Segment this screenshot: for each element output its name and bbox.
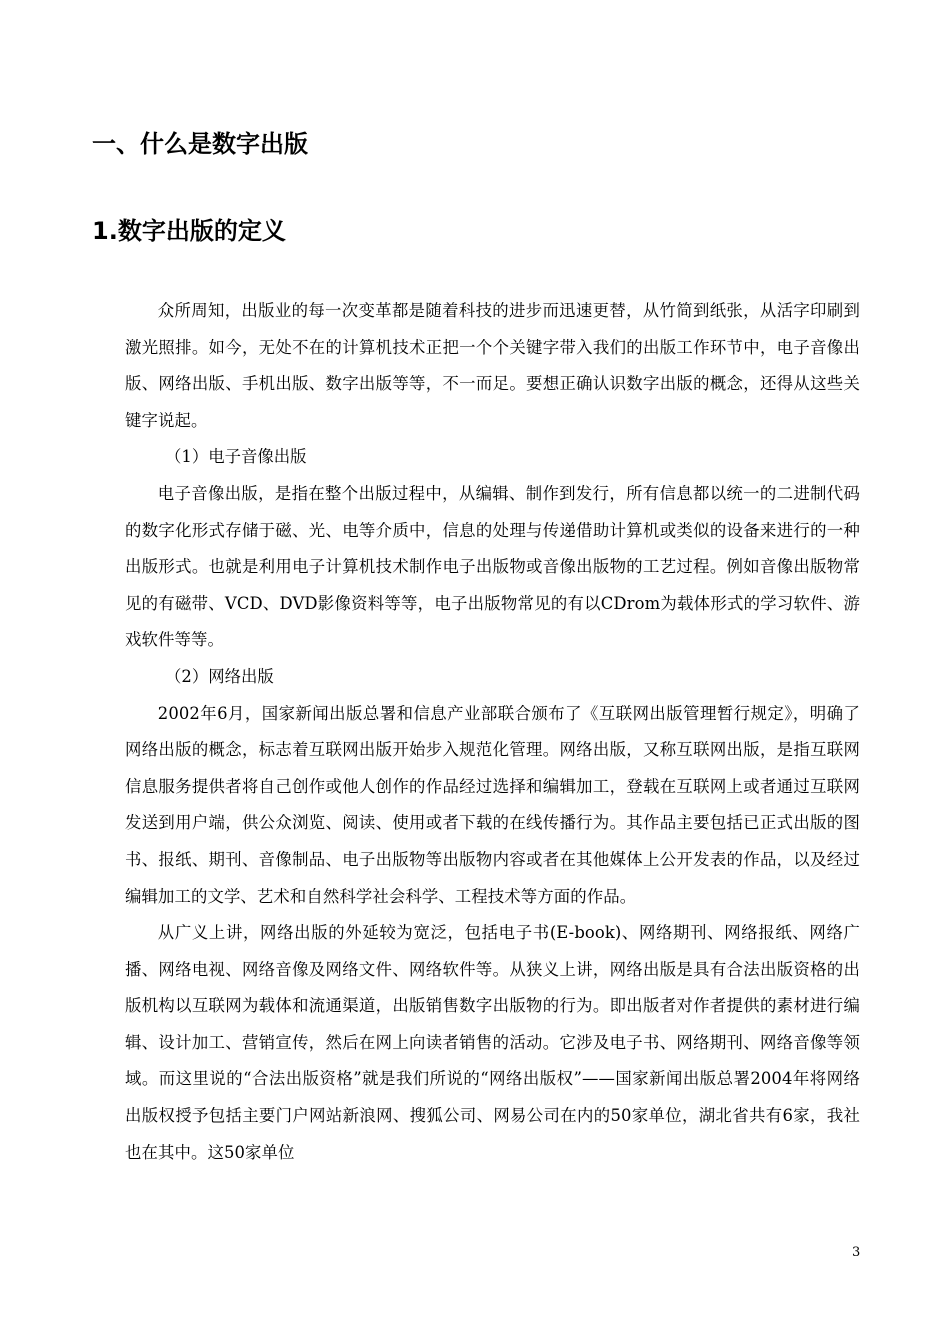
paragraph-electronic-av: 电子音像出版，是指在整个出版过程中，从编辑、制作到发行，所有信息都以统一的二进制代码的数字化形式存储于磁、光、电等介质中，信息的处理与传递借助计算机或类似的设备来进行的一种出版形式。也就是利用电子计算机技术制作电子出版物或音像出版物的工艺过程。例如音像出版物常见的有磁带、VCD、DVD影像资料等等，电子出版物常见的有以CDrom为载体形式的学习软件、游戏软件等等。	[125, 483, 860, 650]
subheading-online-publishing: （2）网络出版	[165, 666, 274, 686]
page-number: 3	[852, 1245, 861, 1260]
body-text	[125, 293, 860, 1171]
subheading-electronic-av: （1）电子音像出版	[165, 447, 307, 467]
paragraph-intro: 众所周知，出版业的每一次变革都是随着科技的进步而迅速更替，从竹简到纸张，从活字印刷到激光照排。如今，无处不在的计算机技术正把一个个关键字带入我们的出版工作环节中，电子音像出版、网络出版、手机出版、数字出版等等，不一而足。要想正确认识数字出版的概念，还得从这些关键字说起。	[125, 301, 860, 430]
section-heading: 1.数字出版的定义	[92, 217, 286, 245]
chapter-heading: 一、什么是数字出版	[92, 130, 308, 158]
paragraph-online-publishing-scope: 从广义上讲，网络出版的外延较为宽泛，包括电子书(E-book)、网络期刊、网络报纸、网络广播、网络电视、网络音像及网络文件、网络软件等。从狭义上讲，网络出版是具有合法出版资格的出版机构以互联网为载体和流通渠道，出版销售数字出版物的行为。即出版者对作者提供的素材进行编辑、设计加工、营销宣传，然后在网上向读者销售的活动。它涉及电子书、网络期刊、网络音像等领域。而这里说的“合法出版资格”就是我们所说的“网络出版权”——国家新闻出版总署2004年将网络出版权授予包括主要门户网站新浪网、搜狐公司、网易公司在内的50家单位，湖北省共有6家，我社也在其中。这50家单位	[125, 923, 860, 1162]
paragraph-online-publishing-definition: 2002年6月，国家新闻出版总署和信息产业部联合颁布了《互联网出版管理暂行规定》，明确了网络出版的概念，标志着互联网出版开始步入规范化管理。网络出版，又称互联网出版，是指互联网信息服务提供者将自己创作或他人创作的作品经过选择和编辑加工，登载在互联网上或者通过互联网发送到用户端，供公众浏览、阅读、使用或者下载的在线传播行为。其作品主要包括已正式出版的图书、报纸、期刊、音像制品、电子出版物等出版物内容或者在其他媒体上公开发表的作品，以及经过编辑加工的文学、艺术和自然科学社会科学、工程技术等方面的作品。	[125, 703, 860, 906]
